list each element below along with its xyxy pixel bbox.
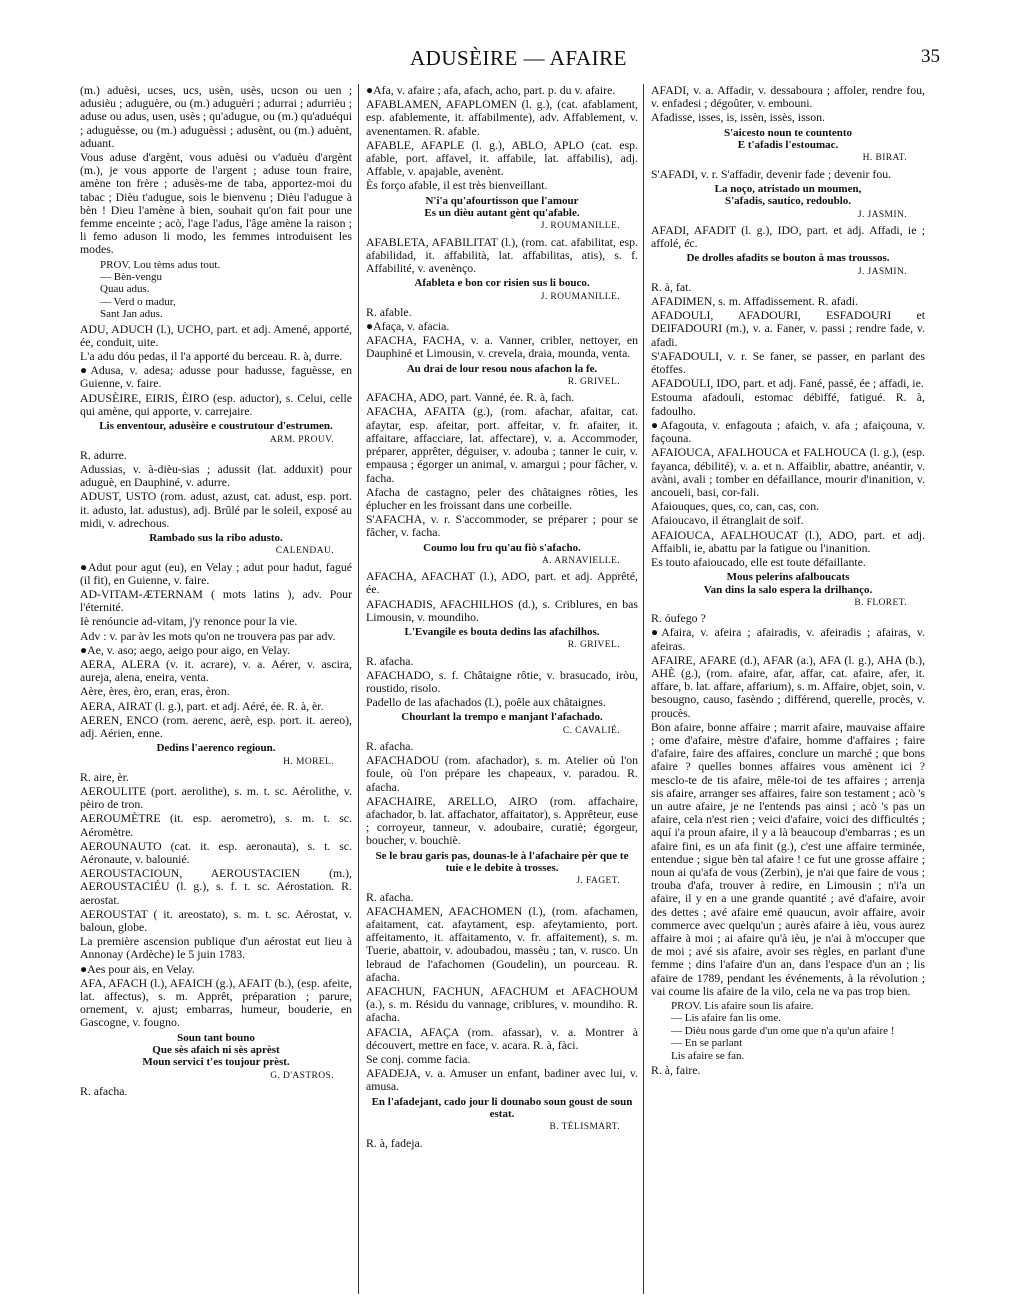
citation-quote: Au drai de lour resou nous afachon la fe. bbox=[406, 362, 598, 375]
proverb-block: PROV. Lou tèms adus tout. — Bèn-vengu Quau adus. — Verd o madur, Sant Jan adus. bbox=[100, 258, 221, 321]
citation-author: H. BIRAT. bbox=[862, 153, 907, 164]
dictionary-entry: AFACIA, AFAÇA (rom. afassar), v. a. Montrer à découvert, mettre en face, v. acara. R. à, fàci. bbox=[366, 1024, 638, 1052]
dictionary-entry: R. adurre. bbox=[80, 447, 127, 462]
dictionary-entry: Vous aduse d'argènt, vous aduèsi ou v'aduèu d'argènt (m.), je vous apporte de l'argent ; aduse toun fraire, amène ton frère ; adusès-me de taba, apportez-moi du tabac ; Dièu t'adugue, sois le bienvenu ; Dièu l'adugue à bèn ! Dieu l'amène à bien, souhait qu'on fait pour une femme enceinte ; acò, l'age l'adus, l'âge amène la raison ; li femo aduson li modo, les femmes introduisent les modes. bbox=[80, 150, 352, 257]
dictionary-entry: Es touto afaioucado, elle est toute défaillante. bbox=[651, 554, 866, 569]
dictionary-entry: L'a adu dóu pedas, il l'a apporté du berceau. R. à, durre. bbox=[80, 349, 343, 364]
citation-quote: Dedins l'aerenco regioun. bbox=[156, 742, 276, 755]
dictionary-entry: AEROUMÈTRE (it. esp. aerometro), s. m. t. sc. Aéromètre. bbox=[80, 811, 352, 839]
dictionary-entry: AFADI, v. a. Affadir, v. dessabourа ; affoler, rendre fou, v. enfadesi ; dégoûter, v. embouni. bbox=[651, 83, 925, 111]
citation-quote: La noço, atristado un moumen, S'afadis, sautico, redoublo. bbox=[714, 182, 862, 208]
dictionary-entry: AFACHA, AFAITA (g.), (rom. afachar, afaitar, cat. afaytar, esp. afeitar, port. affeitar, v. fr. afaiter, it. affaitare, affacciare, lat. affectare), v. a. Accommoder, préparer, apprêter, déguiser, v. adouba ; tanner le cuir, v. empausa ; égorger un animal, v. amargui ; pour fâcher, v. facha. bbox=[366, 404, 638, 485]
dictionary-entry: AEROUSTACIOUN, AEROUSTACIEN (m.), AEROUSTACIÉU (l. g.), s. f. t. sc. Aérostation. R. aerostat. bbox=[80, 866, 352, 907]
dictionary-entry: Afaioucavo, il étranglait de soif. bbox=[651, 513, 804, 528]
dictionary-entry: R. afacha. bbox=[366, 889, 414, 904]
citation-author: J. JASMIN. bbox=[857, 266, 907, 277]
dictionary-entry: ●Afa, v. afaire ; afa, afach, acho, part. p. du v. afaire. bbox=[366, 83, 616, 97]
dictionary-entry: ●Adusa, v. adesa; adusse pour hadusse, faguèsse, en Guienne, v. faire. bbox=[80, 363, 352, 391]
dictionary-entry: AFADEJA, v. a. Amuser un enfant, badiner avec lui, v. amusa. bbox=[366, 1066, 638, 1094]
dictionary-entry: AEREN, ENCO (rom. aerenc, aerè, esp. port. it. aereo), adj. Aérien, enne. bbox=[80, 712, 352, 740]
dictionary-entry: AFABLAMEN, AFAPLOMEN (l. g.), (cat. afablament, esp. afablemente, it. affabilmente), adv. Affablement, v. avenentamen. R. afable. bbox=[366, 97, 638, 138]
citation-quote: Chourlant la trempo e manjant l'afachado. bbox=[401, 711, 603, 724]
dictionary-entry: R. aire, èr. bbox=[80, 769, 129, 784]
dictionary-entry: AFACHAMEN, AFACHOMEN (l.), (rom. afachamen, afaitament, cat. afaytament, esp. afeytamiento, port. affeitamento, it. affaitamento, v. fr. affaitement), s. m. Tuerie, abattoir, v. adoubadou, massèu ; tan, v. rusco. Un lebraud de l'afachomen (Goudelin), un pourceau. R. afacha. bbox=[366, 903, 638, 984]
dictionary-entry: AERA, ALERA (v. it. acrare), v. a. Aérer, v. ascira, aureja, alena, eneira, venta. bbox=[80, 656, 352, 685]
dictionary-entry: AFACHA, FACHA, v. a. Vanner, cribler, nettoyer, en Dauphiné et Limousin, v. crevela, draia, mounda, venta. bbox=[366, 333, 638, 361]
dictionary-entry: ●Ae, v. aso; aego, aeigo pour aigo, en Velay. bbox=[80, 642, 291, 657]
dictionary-entry: AFADOULI, AFADOURI, ESFADOURI et DEIFADOURI (m.), v. a. Faner, v. passi ; rendre fade, v. afadi. bbox=[651, 308, 925, 349]
citation-quote: Lis enventour, adusèire e coustrutour d'estrumen. bbox=[99, 420, 333, 433]
dictionary-entry: Ès forço afable, il est très bienveillant. bbox=[366, 178, 548, 193]
dictionary-entry: La première ascension publique d'un aérostat eut lieu à Annonay (Ardèche) le 5 juin 1783. bbox=[80, 934, 352, 962]
dictionary-entry: R. à, faire. bbox=[651, 1063, 701, 1078]
citation-author: ARM. PROUV. bbox=[269, 434, 334, 445]
dictionary-entry: AERA, AIRAT (l. g.), part. et adj. Aéré, ée. R. à, èr. bbox=[80, 698, 324, 713]
dictionary-entry: AFACHUN, FACHUN, AFACHUM et AFACHOUM (a.), s. m. Résidu du vannage, criblures, v. moundiho. R. afacha. bbox=[366, 984, 638, 1025]
dictionary-entry: AFADIMEN, s. m. Affadissement. R. afadi. bbox=[651, 294, 858, 309]
citation-quote: L'Evangile es bouta dedins las afachilhos. bbox=[404, 625, 600, 638]
dictionary-entry: AFADOULI, IDO, part. et adj. Fané, passé, ée ; affadi, ie. bbox=[651, 376, 924, 391]
citation-quote: Soun tant bouno Que sès afaich ni sès aprèst Moun servici t'es toujour prèst. bbox=[142, 1031, 290, 1069]
dictionary-entry: (m.) aduèsi, ucses, ucs, usèn, usès, ucson ou uen ; adusièu ; aduguère, ou (m.) aduguèri ; adurrai ; adurrièu ; aduse ou adus, usen, usès ; qu'adugue, ou (m.) qu'aduéqui ; aduguèsse, ou (m.) aduguèssi ; adusènt, ou (m.) aduènt, aduant. bbox=[80, 83, 352, 150]
dictionary-entry: Afadisse, isses, is, issèn, issès, isson. bbox=[651, 110, 826, 125]
dictionary-entry: ADUST, USTO (rom. adust, azust, cat. adust, esp. port. it. adusto, lat. adustus), adj. Brûlé par le soleil, exposé au midi, v. adrechous. bbox=[80, 489, 352, 530]
dictionary-entry: AFAIOUCA, AFALHOUCA et FALHOUCA (l. g.), (esp. fayanca, débilité), v. a. et n. Affaiblir, abattre, anéantir, v. avàni, avali ; tomber en défaillance, mourir d'inanition, v. ancoueli, basi, cor-fali. bbox=[651, 445, 925, 499]
dictionary-entry: Aère, ères, èro, eran, eras, èron. bbox=[80, 684, 230, 699]
column-middle bbox=[366, 84, 638, 1294]
dictionary-entry: Estouma afadouli, estomac débiffé, fatigué. R. à, fadoulho. bbox=[651, 390, 925, 418]
citation-author: R. GRIVEL. bbox=[567, 640, 620, 651]
dictionary-entry: AFAIRE, AFARE (d.), AFAR (a.), AFA (l. g.), AHA (b.), AHÈ (g.), (rom. afaire, afar, affar, cat. afaire, afer, it. affare, b. lat. affare, affarium), s. m. Affaire, objet, soin, v. besougno, causo, fasèndo ; différend, querelle, procès, v. proucès. bbox=[651, 652, 925, 720]
column-right bbox=[651, 84, 925, 1294]
dictionary-entry: AFACHA, ADO, part. Vanné, ée. R. à, fach. bbox=[366, 390, 575, 405]
citation-quote: En l'afadejant, cado jour li dounabo soun goust de soun estat. bbox=[371, 1095, 633, 1121]
dictionary-entry: ●Adut pour agut (eu), en Velay ; adut pour hadut, fagué (il fit), en Guienne, v. faire. bbox=[80, 559, 352, 587]
dictionary-entry: R. óufego ? bbox=[651, 611, 706, 626]
citation-quote: Mous pelerins afalboucats Van dins la salo espera la drilhanço. bbox=[703, 571, 873, 596]
citation-quote: N'i'a qu'afourtisson que l'amour Es un dièu autant gènt qu'afable. bbox=[424, 194, 580, 220]
citation-author: J. JASMIN. bbox=[857, 209, 907, 220]
dictionary-entry: Afacha de castagno, peler des châtaignes rôties, les éplucher en les froissant dans une corbeille. bbox=[366, 484, 638, 512]
dictionary-entry: AFACHADIS, AFACHILHOS (d.), s. Criblures, en bas Limousin, v. moundiho. bbox=[366, 596, 638, 624]
dictionary-entry: AEROUSTAT ( it. areostato), s. m. t. sc. Aérostat, v. baloun, globe. bbox=[80, 906, 352, 935]
dictionary-entry: ●Afaira, v. afeira ; afairadis, v. afeiradis ; afairas, v. afeiras. bbox=[651, 625, 925, 653]
page-header bbox=[80, 46, 940, 76]
dictionary-entry: AD-VITAM-ÆTERNAM ( mots latins ), adv. Pour l'éternité. bbox=[80, 586, 352, 615]
dictionary-entry: AFA, AFACH (l.), AFAICH (g.), AFAIT (b.), (esp. afeite, lat. affectus), s. m. Apprêt, préparation ; parure, ornement, v. ajust; embarras, humeur, bouderie, en Gascogne, v. fougno. bbox=[80, 975, 352, 1030]
citation-quote: Rambado sus la ribo adusto. bbox=[149, 531, 283, 544]
citation-author: J. ROUMANILLE. bbox=[540, 291, 620, 302]
dictionary-entry: Afaiouques, ques, co, can, cas, con. bbox=[651, 499, 820, 514]
proverb-block: PROV. Lis afaire soun lis afaire. — Lis afaire fan lis ome. — Dièu nous garde d'un ome que n'a qu'un afaire ! — En se parlant Lis afaire se fan. bbox=[671, 1000, 895, 1062]
citation-author: J. FAGET. bbox=[576, 876, 620, 887]
dictionary-entry: R. à, fat. bbox=[651, 279, 692, 294]
citation-author: C. CAVALIÉ. bbox=[562, 725, 620, 736]
dictionary-entry: R. afacha. bbox=[366, 653, 414, 668]
dictionary-entry: AEROULITE (port. aerolithe), s. m. t. sc. Aérolithe, v. pèiro de tron. bbox=[80, 783, 352, 812]
dictionary-entry: ●Aes pour ais, en Velay. bbox=[80, 961, 195, 976]
dictionary-entry: AFACHADO, s. f. Châtaigne rôtie, v. brasucado, iròu, roustido, risolo. bbox=[366, 667, 638, 695]
column-left bbox=[80, 84, 352, 1294]
citation-quote: Se le brau garis pas, dounas-le à l'afachaire pèr que te tuie e le debite à trosses. bbox=[375, 849, 629, 874]
dictionary-entry: AFACHADOU (rom. afachador), s. m. Atelier où l'on foule, où l'on prépare les chapeaux, v. paradou. R. afacha. bbox=[366, 753, 638, 794]
dictionary-entry: ●Afaça, v. afacia. bbox=[366, 319, 450, 334]
dictionary-entry: AFACHA, AFACHAT (l.), ADO, part. et adj. Apprêté, ée. bbox=[366, 569, 638, 597]
citation-author: G. D'ASTROS. bbox=[270, 1070, 334, 1081]
dictionary-entry: AFADI, AFADIT (l. g.), IDO, part. et adj. Affadi, ie ; affolé, éc. bbox=[651, 222, 925, 251]
dictionary-entry: S'AFADOULI, v. r. Se faner, se passer, en parlant des étoffes. bbox=[651, 348, 925, 377]
dictionary-entry: Adussias, v. à-dièu-sias ; adussit (lat. adduxit) pour aduguè, en Dauphiné, v. adurre. bbox=[80, 461, 352, 490]
dictionary-entry: AFABLE, AFAPLE (l. g.), ABLO, APLO (cat. esp. afable, port. affavel, it. affabile, lat. affabilis), adj. Affable, v. apajable, avenènt. bbox=[366, 137, 638, 179]
dictionary-entry: R. afacha. bbox=[366, 738, 414, 753]
dictionary-entry: R. afable. bbox=[366, 304, 412, 319]
dictionary-entry: Se conj. comme facia. bbox=[366, 1052, 471, 1067]
citation-quote: Coumo lou fru qu'au fiò s'afacho. bbox=[423, 541, 581, 554]
dictionary-entry: R. afacha. bbox=[80, 1084, 128, 1099]
dictionary-entry: Padello de las afachados (l.), poêle aux châtaignes. bbox=[366, 695, 606, 710]
dictionary-entry: S'AFADI, v. r. S'affadir, devenir fade ; devenir fou. bbox=[651, 166, 892, 181]
citation-quote: S'aicesto noun te countento E t'afadis l'estoumac. bbox=[723, 126, 853, 152]
column-divider bbox=[358, 84, 359, 1294]
citation-author: J. ROUMANILLE. bbox=[540, 221, 620, 232]
running-title: ADUSÈIRE — AFAIRE bbox=[410, 46, 627, 70]
dictionary-entry: ADU, ADUCH (l.), UCHO, part. et adj. Amené, apporté, ée, conduit, uite. bbox=[80, 321, 352, 349]
column-divider bbox=[643, 84, 644, 1294]
dictionary-entry: ●Afagouta, v. enfagouta ; afaich, v. afa ; afaiçouna, v. façouna. bbox=[651, 417, 925, 446]
dictionary-entry: AFACHAIRE, ARELLO, AIRO (rom. affachaire, afachador, b. lat. affachator, affaitator), s. Apprêteur, euse ; corroyeur, tanneur, v. adoubaire, curatiè; égorgeur, boucher, v. bouchiè. bbox=[366, 793, 638, 848]
dictionary-entry: R. à, fadeja. bbox=[366, 1135, 423, 1150]
dictionary-entry: AFAIOUCA, AFALHOUCAT (l.), ADO, part. et adj. Affaibli, ie, abattu par la fatigue ou l'inanition. bbox=[651, 527, 925, 555]
citation-author: R. GRIVEL. bbox=[567, 377, 620, 388]
page-number: 35 bbox=[921, 46, 940, 67]
citation-author: B. FLORET. bbox=[854, 597, 907, 608]
dictionary-entry: Iè renóuncie ad-vitam, j'y renonce pour la vie. bbox=[80, 614, 298, 629]
citation-quote: Afableta e bon cor risien sus li bouco. bbox=[414, 277, 590, 290]
dictionary-entry: Bon afaire, bonne affaire ; marrit afaire, mauvaise affaire ; ome d'afaire, mèstre d'afaire, homme d'affaires ; faire d'afaire, faire des affaires, conclure un marché ; que bons afaire ? quelles bonnes affaires vous amènent ici ? mesclo-te de tis afaire, mêle-toi de tes affaires ; arrenja sis afaire, arranger ses affaires, faire son testament ; acò 's un autre afaire, je ne l'entends pas ainsi ; acò 's pas un afaire, cela n'est rien ; veici d'afaire, voici des difficultés ; aquí i'a proun afaire, il y a là beaucoup d'embarras ; es un afaire fini, es un afa finit (g.), c'est une affaire terminée, entendue ; sigue bèn tal afaire ! ce fut une grosse affaire ; noun ai qu'afa de vous (Zerbin), je n'ai que faire de vous ; trouba d'afa, trouver à redire, en Limousin ; n'i'a un afaire, il y en a une grande quantité ; avé d'afaire, avoir des dettes ; avé afaire emé quaucun, avoir affaire, avoir commerce avec quelqu'un ; aurès afaire à ièu, vous aurez affaire à moi ; ai afaire qu'à ièu, je n'ai à m'occuper que de moi ; avé sis afaire, avoir ses règles, en parlant d'une femme ; dins l'afaire d'un an, dans l'espace d'un an ; lis afaire de 1789, pendant les événements, à la révolution ; vai coume lis afaire de la vilo, cela ne va pas trop bien. bbox=[651, 719, 925, 998]
citation-quote: De drolles afadits se bouton à mas troussos. bbox=[686, 252, 890, 265]
dictionary-entry: ADUSÈIRE, EIRIS, ÈIRO (esp. aductor), s. Celui, celle qui amène, qui apporte, v. carrejaire. bbox=[80, 390, 352, 418]
dictionary-entry: S'AFACHA, v. r. S'accommoder, se préparer ; pour se fâcher, v. facha. bbox=[366, 512, 638, 540]
dictionary-entry: Adv : v. par àv les mots qu'on ne trouvera pas par adv. bbox=[80, 628, 336, 643]
dictionary-entry: AEROUNAUTO (cat. it. esp. aeronauta), s. t. sc. Aéronaute, v. balounié. bbox=[80, 838, 352, 866]
citation-author: H. MOREL. bbox=[283, 756, 334, 767]
dictionary-entry: AFABLETA, AFABILITAT (l.), (rom. cat. afabilitat, esp. afabilidad, it. affabilità, lat. affabilitas, atis), s. f. Affabilité, v. avenènço. bbox=[366, 234, 638, 276]
citation-author: A. ARNAVIELLE. bbox=[542, 555, 620, 566]
citation-author: CALENDAU. bbox=[275, 546, 334, 557]
citation-author: B. TÉLISMART. bbox=[549, 1122, 620, 1133]
